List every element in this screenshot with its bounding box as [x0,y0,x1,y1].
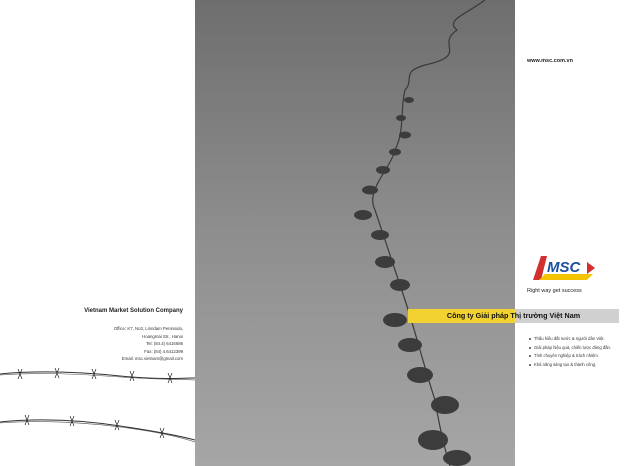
contact-line: Email: msc.vietnam@gmail.com [121,356,183,362]
bullet-icon [529,355,531,357]
bullet-icon [529,338,531,340]
list-item: Tính chuyên nghiệp & trách nhiệm. [529,352,611,361]
cover-panel [515,0,640,466]
contact-line: Fax: (84) 4.6412399 [144,348,183,354]
svg-text:MSC: MSC [547,259,581,276]
contact-line: Tel: (84.4) 6416686 [145,341,183,347]
company-name: Vietnam Market Solution Company [84,308,183,314]
contact-line: Hoangmai Str., Hanoi [142,333,183,339]
contact-block [0,325,183,363]
footprints-image [195,0,515,466]
barbed-wire-image [0,360,195,450]
snow-footprints-photo [195,0,515,466]
bullet-icon [529,347,531,349]
banner-title: Công ty Giải pháp Thị trường Việt Nam [446,311,581,320]
bullet-icon [529,364,531,366]
list-item: Khả năng sáng tạo & thành công. [529,361,611,370]
website-url[interactable]: www.msc.com.vn [527,58,573,64]
msc-logo [529,250,599,286]
tagline: Right way get success [527,288,582,294]
back-panel [0,0,195,466]
bullet-list [529,335,611,370]
list-item: Giải pháp hiệu quả, chiến lược đúng đắn. [529,344,611,353]
contact-line: Office: K7, No3, Linndam Peninsula, [113,326,183,331]
list-item: Thấu hiểu đất nước & người dân Việt. [529,335,611,344]
